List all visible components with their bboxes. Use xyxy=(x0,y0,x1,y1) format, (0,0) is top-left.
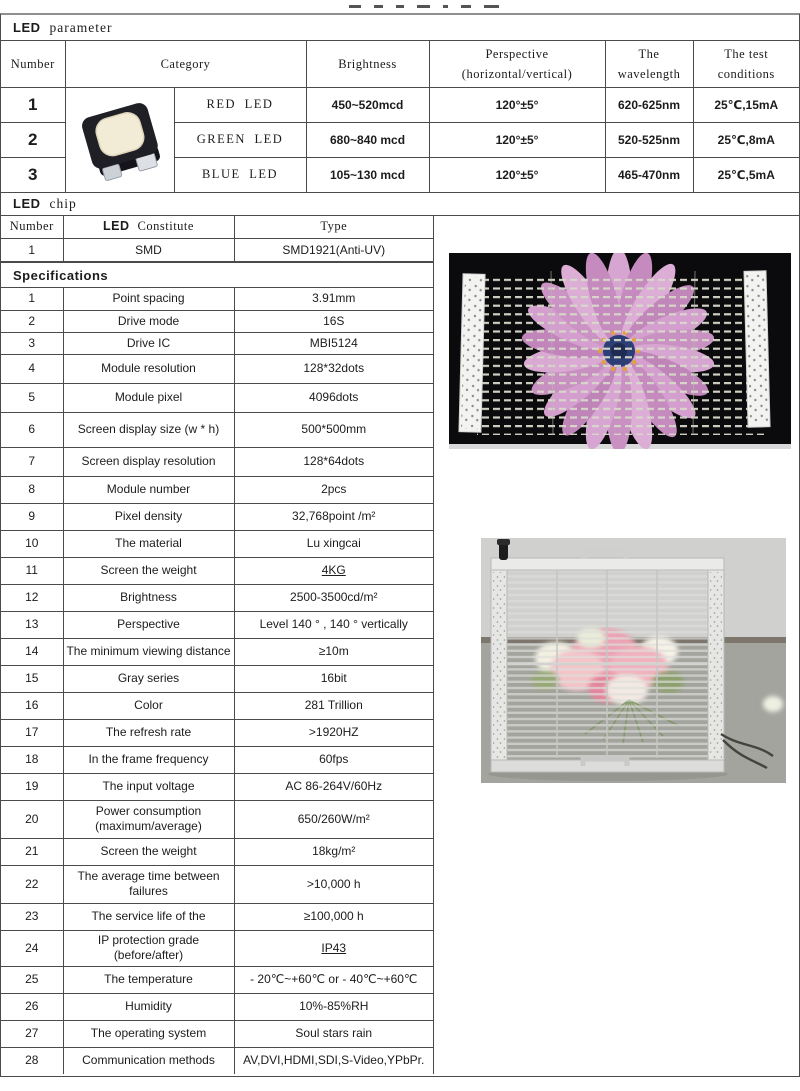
spec-row-item: Color xyxy=(63,692,234,719)
perspective-value: 120°±5° xyxy=(429,122,605,157)
spec-table-row xyxy=(1,584,433,611)
spec-row-value: 2pcs xyxy=(234,476,433,503)
spec-table-row xyxy=(1,332,433,354)
spec-row-item: Drive IC xyxy=(63,332,234,354)
spec-row-item: Perspective xyxy=(63,611,234,638)
section-title-specifications xyxy=(1,262,433,288)
spec-row-item: Screen display size (w * h) xyxy=(63,412,234,447)
smd-led-chip-illustration xyxy=(66,88,175,187)
spec-table-row xyxy=(1,1020,433,1047)
specifications-table xyxy=(1,288,433,1074)
spec-row-number: 4 xyxy=(1,354,63,383)
spec-table-row xyxy=(1,383,433,412)
section-title-label: chip xyxy=(49,195,77,211)
spec-table-row xyxy=(1,354,433,383)
spec-row-value: ≥100,000 h xyxy=(234,903,433,930)
spec-row-number: 3 xyxy=(1,332,63,354)
spec-row-value: IP43 xyxy=(234,930,433,966)
spec-row-item: Communication methods xyxy=(63,1047,234,1074)
wavelength-value: 620-625nm xyxy=(605,87,693,122)
images-column xyxy=(434,216,799,1067)
col-header-brightness: Brightness xyxy=(306,41,429,87)
spec-row-value: 60fps xyxy=(234,746,433,773)
spec-row-value: 4KG xyxy=(234,557,433,584)
spec-table-row xyxy=(1,719,433,746)
spec-table-row xyxy=(1,930,433,966)
spec-row-number: 17 xyxy=(1,719,63,746)
spec-table-row xyxy=(1,665,433,692)
spec-row-number: 13 xyxy=(1,611,63,638)
col-header-wavelength: The wavelength xyxy=(605,41,693,87)
spec-row-number: 9 xyxy=(1,503,63,530)
spec-table-row xyxy=(1,746,433,773)
spec-row-value: 18kg/m² xyxy=(234,838,433,865)
spec-table-row xyxy=(1,611,433,638)
spec-row-item: The service life of the xyxy=(63,903,234,930)
spec-table-row xyxy=(1,800,433,838)
spec-row-number: 25 xyxy=(1,966,63,993)
spec-table-row xyxy=(1,966,433,993)
spec-row-number: 24 xyxy=(1,930,63,966)
brightness-value: 450~520mcd xyxy=(306,87,429,122)
col-header-perspective xyxy=(429,41,605,87)
spec-row-number: 14 xyxy=(1,638,63,665)
spec-row-number: 12 xyxy=(1,584,63,611)
spec-row-item: The input voltage xyxy=(63,773,234,800)
spec-row-value: 2500-3500cd/m² xyxy=(234,584,433,611)
col-header-constitute xyxy=(63,216,234,239)
spec-row-item: In the frame frequency xyxy=(63,746,234,773)
table-row xyxy=(1,239,433,262)
spec-row-number: 19 xyxy=(1,773,63,800)
spec-row-number: 16 xyxy=(1,692,63,719)
transparent-led-screen-flower-photo xyxy=(449,253,791,449)
section-title-led-chip xyxy=(1,193,799,216)
spec-table-row xyxy=(1,530,433,557)
spec-row-item: Screen the weight xyxy=(63,557,234,584)
spec-row-item: Brightness xyxy=(63,584,234,611)
spec-row-item: The average time between failures xyxy=(63,865,234,903)
spec-row-number: 1 xyxy=(1,288,63,310)
spec-row-value: 281 Trillion xyxy=(234,692,433,719)
row-number: 1 xyxy=(1,87,65,122)
section-title-prefix: LED xyxy=(13,196,41,211)
wavelength-value: 465-470nm xyxy=(605,157,693,192)
col-header-constitute-prefix: LED xyxy=(103,219,130,234)
constitute-value: SMD xyxy=(63,239,234,262)
row-number: 2 xyxy=(1,122,65,157)
spec-row-item: Screen the weight xyxy=(63,838,234,865)
spec-row-value: Lu xingcai xyxy=(234,530,433,557)
spec-row-value: 500*500mm xyxy=(234,412,433,447)
tables-column xyxy=(1,216,434,1075)
spec-table-row xyxy=(1,993,433,1020)
section-title-label: parameter xyxy=(49,19,113,35)
spec-table-row xyxy=(1,692,433,719)
section-title-led-parameter xyxy=(1,15,799,41)
spec-row-value: Level 140 ° , 140 ° vertically xyxy=(234,611,433,638)
document-frame xyxy=(0,13,800,1077)
spec-row-item: Screen display resolution xyxy=(63,447,234,476)
spec-row-item: Drive mode xyxy=(63,310,234,332)
spec-table-row xyxy=(1,503,433,530)
spec-row-item: The temperature xyxy=(63,966,234,993)
spec-row-value: 3.91mm xyxy=(234,288,433,310)
spec-row-number: 27 xyxy=(1,1020,63,1047)
spec-row-value: Soul stars rain xyxy=(234,1020,433,1047)
spec-row-item: The operating system xyxy=(63,1020,234,1047)
spec-table-row xyxy=(1,412,433,447)
spec-row-number: 8 xyxy=(1,476,63,503)
type-value: SMD1921(Anti-UV) xyxy=(234,239,433,262)
section-title-prefix: LED xyxy=(13,20,41,35)
perspective-value: 120°±5° xyxy=(429,157,605,192)
led-parameter-table xyxy=(1,41,799,193)
spec-table-row xyxy=(1,476,433,503)
spec-row-item: Humidity xyxy=(63,993,234,1020)
col-header-type: Type xyxy=(234,216,433,239)
spec-table-row xyxy=(1,288,433,310)
test-conditions-value: 25℃,5mA xyxy=(693,157,799,192)
led-parameter-header-row xyxy=(1,41,799,87)
spec-table-row xyxy=(1,838,433,865)
spec-row-number: 15 xyxy=(1,665,63,692)
spec-row-number: 23 xyxy=(1,903,63,930)
col-header-test-conditions: The test conditions xyxy=(693,41,799,87)
spec-row-number: 11 xyxy=(1,557,63,584)
spec-row-number: 10 xyxy=(1,530,63,557)
category-name: GREEN LED xyxy=(174,122,306,157)
table-row xyxy=(1,87,799,122)
spec-row-number: 28 xyxy=(1,1047,63,1074)
spec-row-number: 20 xyxy=(1,800,63,838)
spec-row-item: Module resolution xyxy=(63,354,234,383)
spec-table-row xyxy=(1,638,433,665)
brightness-value: 680~840 mcd xyxy=(306,122,429,157)
spec-row-value: 128*64dots xyxy=(234,447,433,476)
section-title-label: Specifications xyxy=(13,267,109,283)
spec-row-number: 18 xyxy=(1,746,63,773)
spec-row-number: 6 xyxy=(1,412,63,447)
spec-row-value: MBI5124 xyxy=(234,332,433,354)
spec-row-item: The refresh rate xyxy=(63,719,234,746)
spec-row-item: The minimum viewing distance xyxy=(63,638,234,665)
spec-row-number: 5 xyxy=(1,383,63,412)
perspective-value: 120°±5° xyxy=(429,87,605,122)
col-header-number: Number xyxy=(1,41,65,87)
wavelength-value: 520-525nm xyxy=(605,122,693,157)
spec-row-value: 32,768point /m² xyxy=(234,503,433,530)
col-header-number: Number xyxy=(1,216,63,239)
spec-row-value: 16S xyxy=(234,310,433,332)
spec-row-item: The material xyxy=(63,530,234,557)
spec-row-item: Point spacing xyxy=(63,288,234,310)
spec-row-number: 22 xyxy=(1,865,63,903)
spec-row-value: AV,DVI,HDMI,SDI,S-Video,YPbPr. xyxy=(234,1047,433,1074)
spec-row-value: 4096dots xyxy=(234,383,433,412)
spec-row-number: 26 xyxy=(1,993,63,1020)
brightness-value: 105~130 mcd xyxy=(306,157,429,192)
spec-row-value: ≥10m xyxy=(234,638,433,665)
smd-led-photo xyxy=(65,87,174,192)
row-number: 3 xyxy=(1,157,65,192)
led-chip-table xyxy=(1,216,433,263)
spec-row-value: 10%-85%RH xyxy=(234,993,433,1020)
led-panel-cabinet-photo xyxy=(481,538,786,783)
col-header-perspective-line1: Perspective xyxy=(485,46,549,61)
spec-row-item: Pixel density xyxy=(63,503,234,530)
col-header-perspective-line2: (horizontal/vertical) xyxy=(461,66,573,81)
spec-table-row xyxy=(1,557,433,584)
spec-row-number: 21 xyxy=(1,838,63,865)
clipped-title-text xyxy=(349,5,499,8)
spec-table-row xyxy=(1,1047,433,1074)
col-header-category: Category xyxy=(65,41,306,87)
row-number: 1 xyxy=(1,239,63,262)
spec-row-value: >10,000 h xyxy=(234,865,433,903)
spec-row-number: 2 xyxy=(1,310,63,332)
spec-table-row xyxy=(1,773,433,800)
spec-table-row xyxy=(1,903,433,930)
spec-row-value: 650/260W/m² xyxy=(234,800,433,838)
spec-table-row xyxy=(1,865,433,903)
spec-row-value: - 20℃~+60℃ or - 40℃~+60℃ xyxy=(234,966,433,993)
test-conditions-value: 25℃,8mA xyxy=(693,122,799,157)
test-conditions-value: 25℃,15mA xyxy=(693,87,799,122)
spec-row-number: 7 xyxy=(1,447,63,476)
spec-row-value: 128*32dots xyxy=(234,354,433,383)
spec-row-item: Gray series xyxy=(63,665,234,692)
spec-row-item: Module number xyxy=(63,476,234,503)
spec-row-value: 16bit xyxy=(234,665,433,692)
spec-row-item: Module pixel xyxy=(63,383,234,412)
spec-row-item: Power consumption (maximum/average) xyxy=(63,800,234,838)
category-name: RED LED xyxy=(174,87,306,122)
spec-row-value: >1920HZ xyxy=(234,719,433,746)
col-header-constitute-label: Constitute xyxy=(137,219,194,234)
spec-table-row xyxy=(1,447,433,476)
spec-row-value: AC 86-264V/60Hz xyxy=(234,773,433,800)
category-name: BLUE LED xyxy=(174,157,306,192)
spec-row-item: IP protection grade (before/after) xyxy=(63,930,234,966)
led-chip-header-row xyxy=(1,216,433,239)
spec-table-row xyxy=(1,310,433,332)
